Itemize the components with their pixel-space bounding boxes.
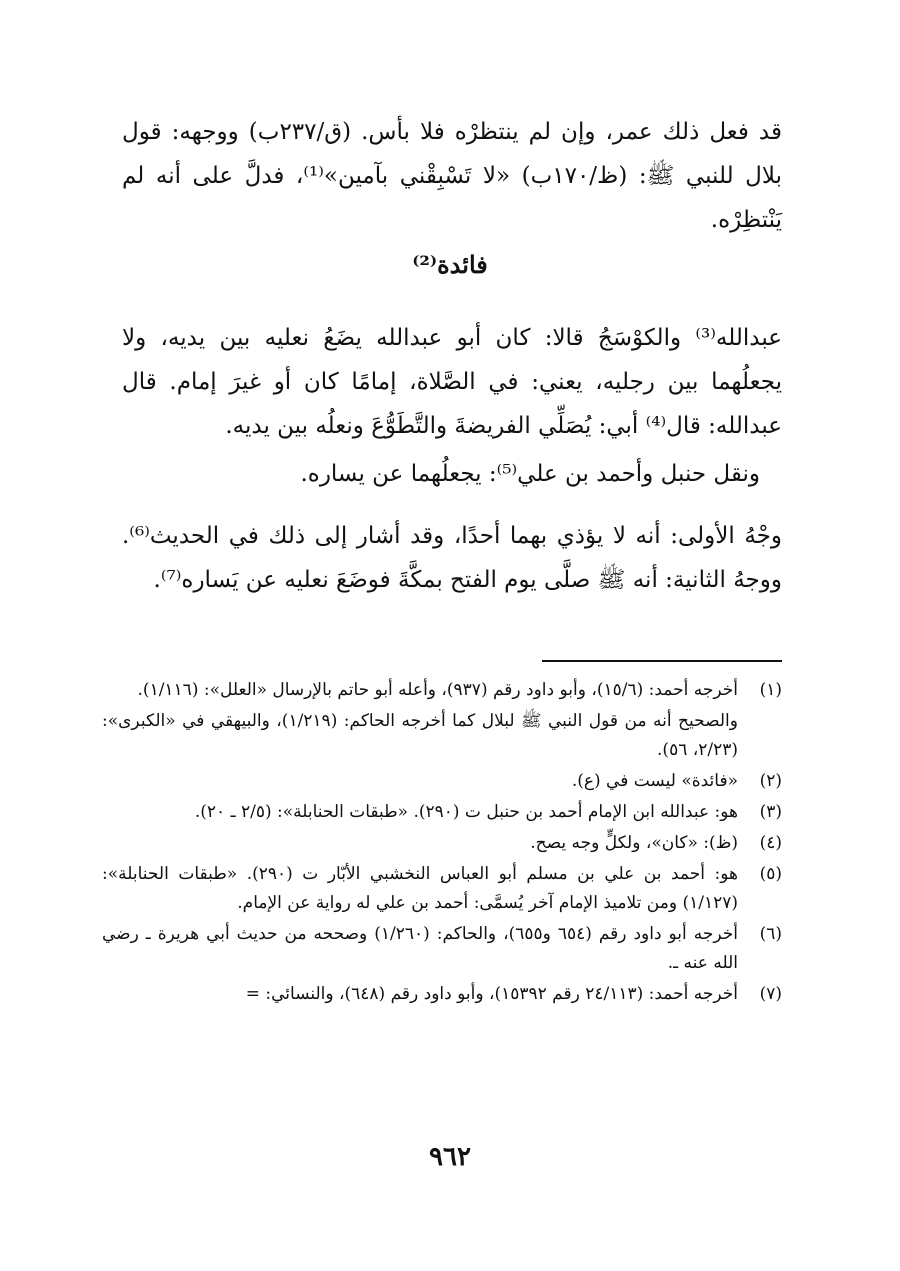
- footnote-text: أخرجه أحمد: (١٥/٦)، وأبو داود رقم (٩٣٧)، وأعله أبو حاتم بالإرسال «العلل»: (١/١١٦).: [137, 680, 738, 700]
- footnote-number: (١): [759, 680, 782, 700]
- footnote-text: هو: عبدالله ابن الإمام أحمد بن حنبل ت (٢٩٠). «طبقات الحنابلة»: (٢/٥ ـ ٢٠).: [194, 802, 738, 822]
- footnote-text: أخرجه أحمد: (٢٤/١١٣ رقم ١٥٣٩٢)، وأبو داود رقم (٦٤٨)، والنسائي: =: [245, 984, 738, 1004]
- footnote-2: [102, 767, 782, 796]
- footnote-number: (٥): [759, 864, 782, 884]
- section-heading: فائدة⁽²⁾: [412, 250, 488, 279]
- footnote-text: والصحيح أنه من قول النبي ﷺ لبلال كما أخرجه الحاكم: (١/٢١٩)، والبيهقي في «الكبرى»: (٢/٢٣، ٥٦).: [102, 711, 738, 760]
- footnote-separator: [542, 660, 782, 662]
- paragraph-1: قد فعل ذلك عمر، وإن لم ينتظرْه فلا بأس. (ق/٢٣٧ب) ووجهه: قول بلال للنبي ﷺ: (ظ/١٧٠ب) «لا تَسْبِقْني بآمين»⁽¹⁾، فدلَّ على أنه لم يَنْتظِرْه.: [122, 119, 782, 233]
- footnote-1-continuation: [102, 707, 782, 765]
- footnote-4: [102, 829, 782, 858]
- page-number: ٩٦٢: [429, 1142, 471, 1172]
- footnote-number: [738, 707, 782, 765]
- footnote-number: (٣): [759, 802, 782, 822]
- footnotes: [102, 676, 782, 1011]
- paragraph-2: عبدالله⁽³⁾ والكوْسَجُ قالا: كان أبو عبدالله يضَعُ نعليه بين يديه، ولا يجعلُهما بين رجليه، يعني: في الصَّلاة، إمامًا كان أو غيرَ إمام. قال عبدالله: قال⁽⁴⁾ أبي: يُصَلِّي الفريضةَ والتَّطَوُّعَ ونعلُه بين يديه.: [122, 325, 782, 439]
- footnote-text: «فائدة» ليست في (ع).: [571, 771, 738, 791]
- footnote-text: أخرجه أبو داود رقم (٦٥٤ و٦٥٥)، والحاكم: (١/٢٦٠) وصححه من حديث أبي هريرة ـ رضي الله عنه ـ.: [102, 924, 738, 973]
- footnote-6: [102, 920, 782, 978]
- footnote-number: (٧): [759, 984, 782, 1004]
- footnote-text: (ظ): «كان»، ولكلٍّ وجه يصح.: [530, 833, 738, 853]
- footnote-number: (٢): [759, 771, 782, 791]
- paragraph-3: ونقل حنبل وأحمد بن علي⁽⁵⁾: يجعلُهما عن يساره.: [300, 461, 760, 487]
- paragraph-4: وجْهُ الأولى: أنه لا يؤذي بهما أحدًا، وقد أشار إلى ذلك في الحديث⁽⁶⁾. ووجهُ الثانية: أنه ﷺ صلَّى يوم الفتح بمكَّةَ فوضَعَ نعليه عن يَساره⁽⁷⁾.: [122, 523, 782, 593]
- footnote-number: (٦): [759, 924, 782, 944]
- footnote-text: هو: أحمد بن علي بن مسلم أبو العباس النخشبي الأبّار ت (٢٩٠). «طبقات الحنابلة»: (١/١٢٧) ومن تلاميذ الإمام آخر يُسمَّى: أحمد بن علي له رواية عن الإمام.: [102, 864, 738, 913]
- footnote-3: [102, 798, 782, 827]
- footnote-number: (٤): [759, 833, 782, 853]
- footnote-1: [102, 676, 782, 705]
- footnote-5: [102, 860, 782, 918]
- footnote-7: [102, 980, 782, 1009]
